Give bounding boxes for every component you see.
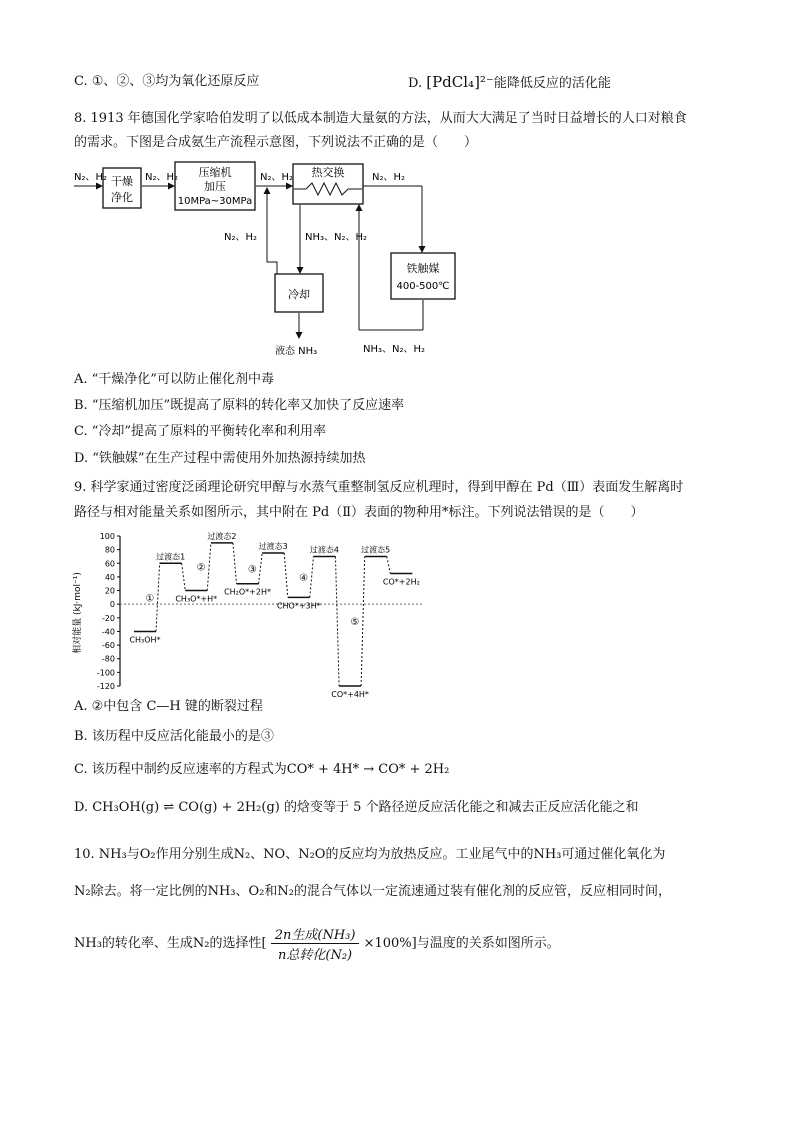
q8-option-d: D. “铁触媒”在生产过程中需使用外加热源持续加热 xyxy=(74,451,366,466)
q8-option-b: B. “压缩机加压”既提高了原料的转化率又加快了反应速率 xyxy=(74,398,405,413)
flow-recycle-gas: N₂、H₂ xyxy=(224,232,258,243)
fraction-numerator: 2n生成(NH₃) xyxy=(271,924,360,944)
heat-exchanger-label: 热交换 xyxy=(311,166,345,179)
flow-gas-4: N₂、H₂ xyxy=(372,172,406,183)
q7-option-d-prefix: D. xyxy=(408,76,427,91)
intermediate-label: CHO*+3H* xyxy=(276,601,321,611)
step-marker: ③ xyxy=(247,564,257,576)
iron-catalyst-box xyxy=(391,253,455,299)
y-tick-label: -20 xyxy=(101,613,115,623)
dry-box-line2: 净化 xyxy=(111,191,133,204)
connector xyxy=(233,543,237,584)
flow-product: 液态 NH₃ xyxy=(275,346,318,357)
selectivity-fraction xyxy=(271,924,360,963)
compressor-line2: 加压 xyxy=(204,180,226,193)
transition-state-label: 过渡态5 xyxy=(361,545,391,555)
transition-state-label: 过渡态3 xyxy=(258,542,288,552)
y-tick-label: -40 xyxy=(101,627,115,637)
q7-option-d-formula: [PdCl₄]²⁻ xyxy=(426,73,494,91)
q9-option-a: A. ②中包含 C—H 键的断裂过程 xyxy=(74,699,263,714)
connector xyxy=(259,553,263,584)
connector xyxy=(387,556,391,573)
q7-option-c: C. ①、②、③均为氧化还原反应 xyxy=(74,74,260,89)
q10-line3 xyxy=(74,924,560,963)
flow-gas-3: N₂、H₂ xyxy=(260,172,294,183)
y-tick-label: 0 xyxy=(109,600,115,610)
step-marker: ④ xyxy=(299,572,309,584)
cooler-label: 冷却 xyxy=(288,288,310,301)
q9-stem-line1: 9. 科学家通过密度泛函理论研究甲醇与水蒸气重整制氢反应机理时，得到甲醇在 Pd（Ⅲ）表面发生解离时 xyxy=(74,480,684,495)
intermediate-label: CH₃O*+H* xyxy=(175,594,218,604)
ammonia-flow-diagram xyxy=(72,158,462,363)
catalyst-line2: 400-500℃ xyxy=(396,281,450,292)
heat-exchanger-coil xyxy=(306,183,348,195)
step-marker: ① xyxy=(145,593,155,605)
q8-option-c: C. “冷却”提高了原料的平衡转化率和利用率 xyxy=(74,424,327,439)
dry-box-line1: 干燥 xyxy=(111,175,133,188)
y-tick-label: -80 xyxy=(101,654,115,664)
y-tick-label: 20 xyxy=(104,586,115,596)
energy-profile-chart xyxy=(72,528,428,699)
y-tick-label: 40 xyxy=(104,572,115,582)
q10-line3-prefix: NH₃的转化率、生成N₂的选择性[ xyxy=(74,936,267,951)
flow-outlet-gas: NH₃、N₂、H₂ xyxy=(363,344,426,355)
y-tick-label: 80 xyxy=(104,545,115,555)
q7-option-d xyxy=(408,72,611,94)
q10-line3-suffix: ×100%]与温度的关系如图所示。 xyxy=(363,936,560,951)
y-tick-label: 100 xyxy=(99,532,115,541)
fraction-denominator: n总转化(N₂) xyxy=(278,948,353,963)
q9-stem-line2: 路径与相对能量关系如图所示，其中附在 Pd（Ⅱ）表面的物种用*标注。下列说法错误的是（ ） xyxy=(74,505,644,520)
intermediate-label: CO*+4H* xyxy=(331,690,369,699)
q9-option-d: D. CH₃OH(g) ⇌ CO(g) + 2H₂(g) 的焓变等于 5 个路径逆反应活化能之和减去正反应活化能之和 xyxy=(74,800,639,815)
intermediate-label: CO*+2H₂ xyxy=(382,577,420,587)
compressor-line1: 压缩机 xyxy=(198,166,232,179)
connector xyxy=(156,563,160,631)
q7-option-d-suffix: 能降低反应的活化能 xyxy=(493,76,611,91)
chart-ylabel: 相对能量 (kJ·mol⁻¹) xyxy=(73,572,83,654)
transition-state-label: 过渡态1 xyxy=(156,552,186,562)
y-tick-label: -100 xyxy=(96,668,115,678)
q10-line1: 10. NH₃与O₂作用分别生成N₂、NO、N₂O的反应均为放热反应。工业尾气中的NH₃可通过催化氧化为 xyxy=(74,847,666,862)
y-tick-label: -60 xyxy=(101,641,115,651)
q8-stem-line1: 8. 1913 年德国化学家哈伯发明了以低成本制造大量氨的方法，从而大大满足了当时日益增长的人口对粮食 xyxy=(74,111,687,126)
flow-gas-2: N₂、H₂ xyxy=(145,172,179,183)
catalyst-line1: 铁触媒 xyxy=(406,262,440,275)
q8-option-a: A. “干燥净化”可以防止催化剂中毒 xyxy=(74,372,274,387)
connector xyxy=(361,556,365,686)
connector xyxy=(182,563,186,590)
step-marker: ⑤ xyxy=(350,617,360,629)
connector xyxy=(207,543,211,591)
intermediate-label: CH₂O*+2H* xyxy=(224,587,272,597)
q10-line2: N₂除去。将一定比例的NH₃、O₂和N₂的混合气体以一定流速通过装有催化剂的反应管，反应相同时间， xyxy=(74,884,671,899)
step-marker: ② xyxy=(196,562,206,574)
connector xyxy=(310,556,314,597)
q9-option-b: B. 该历程中反应活化能最小的是③ xyxy=(74,729,274,744)
connector xyxy=(284,553,288,597)
intermediate-label: CH₃OH* xyxy=(129,635,161,645)
q9-option-c: C. 该历程中制约反应速率的方程式为CO* + 4H* → CO* + 2H₂ xyxy=(74,762,450,777)
compressor-line3: 10MPa~30MPa xyxy=(177,196,253,207)
transition-state-label: 过渡态2 xyxy=(207,531,237,541)
y-tick-label: 60 xyxy=(104,559,115,569)
flow-mix-gas: NH₃、N₂、H₂ xyxy=(305,232,368,243)
flow-input-gas: N₂、H₂ xyxy=(74,172,108,183)
q8-stem-line2: 的需求。下图是合成氨生产流程示意图，下列说法不正确的是（ ） xyxy=(74,135,478,150)
y-tick-label: -120 xyxy=(96,682,115,691)
transition-state-label: 过渡态4 xyxy=(309,545,340,555)
connector xyxy=(335,556,339,686)
